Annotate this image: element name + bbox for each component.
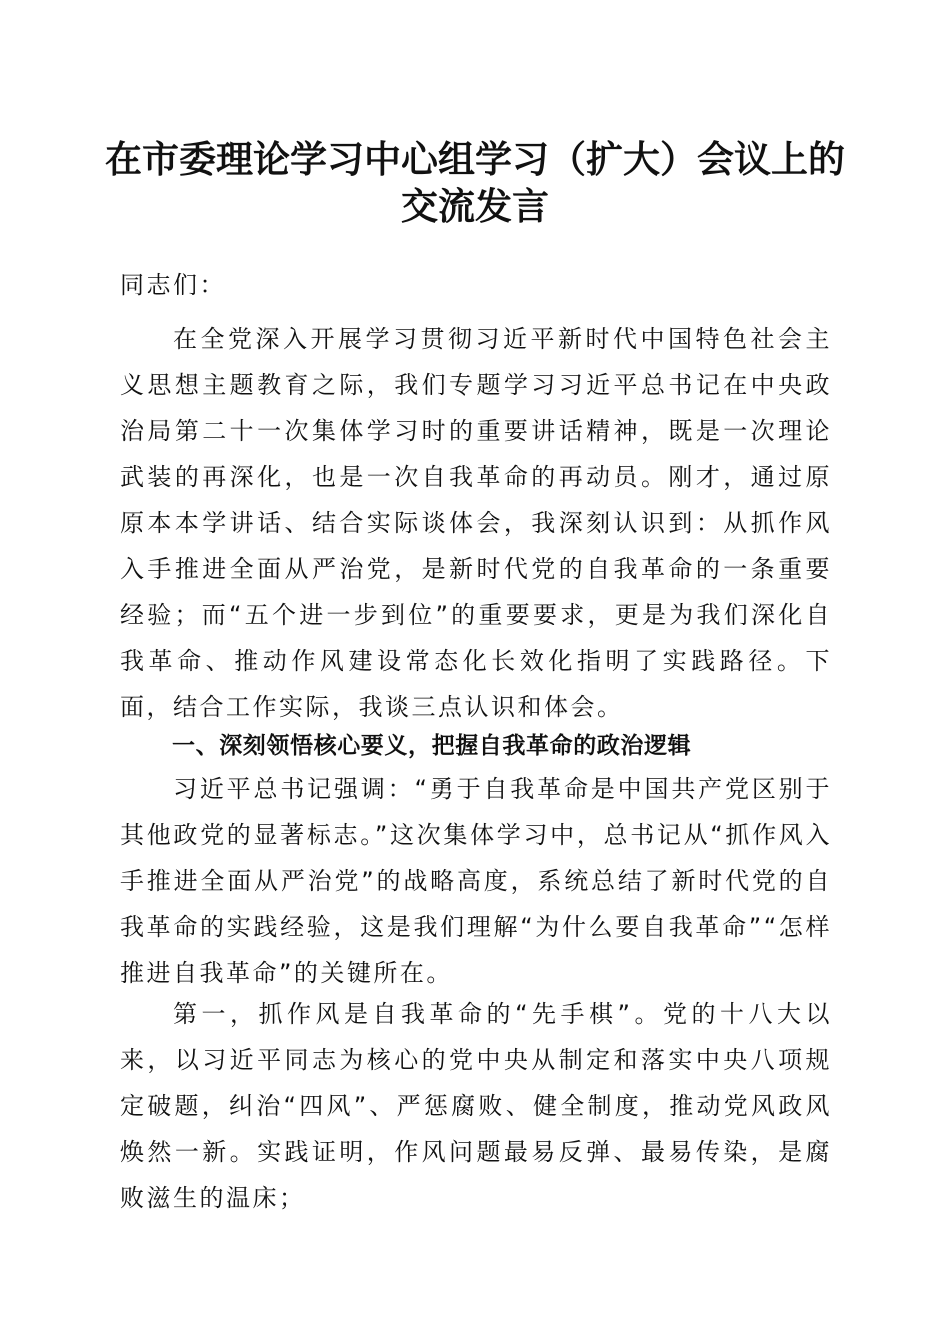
paragraph-point-1: 第一，抓作风是自我革命的“先手棋”。党的十八大以来，以习近平同志为核心的党中央从制定和落实中央八项规定破题，纠治“四风”、严惩腐败、健全制度，推动党风政风焕然一新。实践证明，作风问题最易反弹、最易传染，是腐败滋生的温床； — [120, 1000, 832, 1212]
document-title-line-2: 交流发言 — [401, 184, 549, 228]
section-heading-1: 一、深刻领悟核心要义，把握自我革命的政治逻辑 — [172, 733, 692, 759]
paragraph-section-1: 习近平总书记强调：“勇于自我革命是中国共产党区别于其他政党的显著标志。”这次集体学习中，总书记从“抓作风入手推进全面从严治党”的战略高度，系统总结了新时代党的自我革命的实践经验，这是我们理解“为什么要自我革命”“怎样推进自我革命”的关键所在。 — [120, 775, 832, 987]
paragraph-intro: 在全党深入开展学习贯彻习近平新时代中国特色社会主义思想主题教育之际，我们专题学习习近平总书记在中央政治局第二十一次集体学习时的重要讲话精神，既是一次理论武装的再深化，也是一次自我革命的再动员。刚才，通过原原本本学讲话、结合实际谈体会，我深刻认识到：从抓作风入手推进全面从严治党，是新时代党的自我革命的一条重要经验；而“五个进一步到位”的重要要求，更是为我们深化自我革命、推动作风建设常态化长效化指明了实践路径。下面，结合工作实际，我谈三点认识和体会。 — [120, 325, 832, 721]
salutation: 同志们： — [120, 271, 226, 299]
document-title-line-1: 在市委理论学习中心组学习（扩大）会议上的 — [105, 137, 845, 181]
